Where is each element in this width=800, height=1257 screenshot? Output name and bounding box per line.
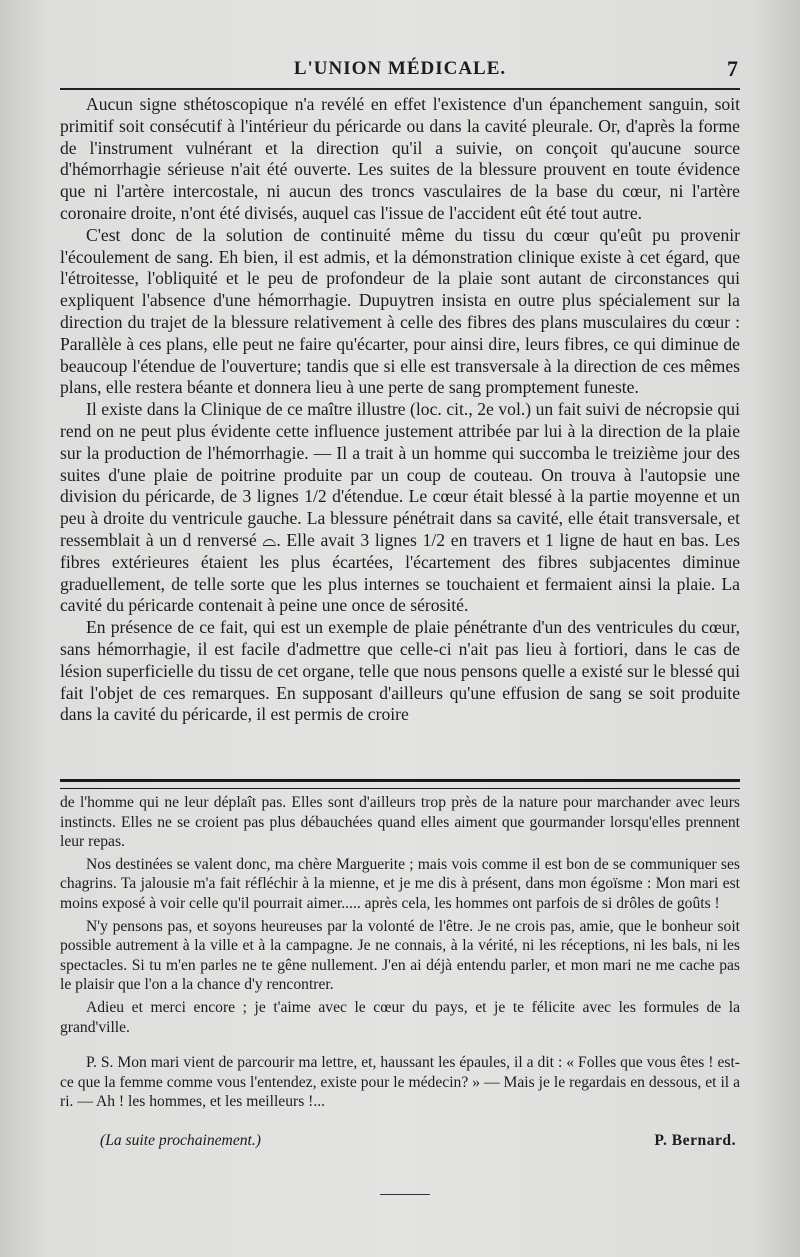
page-header [60,56,740,84]
feuilleton-footer [60,1132,740,1152]
to-be-continued: (La suite prochainement.) [100,1132,261,1149]
article-paragraph: Il existe dans la Clinique de ce maître illustre (loc. cit., 2e vol.) un fait suivi de nécropsie qui rend on ne peut plus évidente cette influence justement attribée par lui à la direction de la plaie sur la production de l'hémorrhagie. — Il a trait à un homme qui succomba le treizième jour des suites d'une plaie de poitrine produite par un coup de couteau. On trouva à l'autopsie une division du péricarde, de 3 lignes 1/2 d'étendue. Le cœur était blessé à la partie moyenne et un peu à droite du ventricule gauche. La blessure pénétrait dans sa cavité, elle était transversale, et ressemblait à un d renversé ⌓. Elle avait 3 lignes 1/2 en travers et 1 ligne de haut en bas. Les fibres extérieures étaient les plus écartées, l'écartement des fibres subjacentes diminue graduellement, de telle sorte que les plus internes se touchaient et fermaient ainsi la plaie. La cavité du péricarde contenait à peine une once de sérosité. [60,399,740,616]
feuilleton-paragraph: N'y pensons pas, et soyons heureuses par la volonté de l'être. Je ne crois pas, amie, que le bonheur soit possible autrement à la ville et à la campagne. Je ne connais, à la vérité, ni les réceptions, ni les bals, ni les spectacles. Si tu m'en parles ne te gêne nullement. J'en ai déjà entendu parler, et mon mari ne me cache pas le plaisir que l'on a la chance d'y rencontrer. [60,917,740,994]
page-number: 7 [727,56,738,81]
article-body [60,94,740,726]
feuilleton-body [60,793,740,1115]
author-signature: P. Bernard. [654,1132,736,1149]
article-paragraph: Aucun signe sthétoscopique n'a revélé en effet l'existence d'un épanchement sanguin, soit primitif soit consécutif à l'intérieur du péricarde ou dans la cavité pleurale. Or, d'après la forme de l'instrument vulnérant et la direction qu'il a suivie, on conçoit qu'aucune source d'hémorrhagie sérieuse n'ait été ouverte. Les suites de la blessure prouvent en toute évidence que ni l'artère intercostale, ni aucun des troncs vasculaires de la base du cœur, ni l'artère coronaire droite, n'ont été divisés, auquel cas l'issue de l'accident eût été tout autre. [60,94,740,223]
header-rule [60,88,740,90]
feuilleton-paragraph: Nos destinées se valent donc, ma chère Marguerite ; mais vois comme il est bon de se communiquer ses chagrins. Ta jalousie m'a fait réfléchir à la mienne, et je me dis à présent, dans mon égoïsme : Mon mari est moins exposé à voir celle qu'il pourrait aimer..... après cela, les hommes ont parfois de si drôles de goûts ! [60,855,740,912]
article-paragraph: C'est donc de la solution de continuité même du tissu du cœur qu'eût pu provenir l'écoulement de sang. Eh bien, il est admis, et la démonstration clinique existe à cet égard, que l'étroitesse, l'obliquité et le peu de profondeur de la plaie sont autant de circonstances qui expliquent l'absence d'une hémorrhagie. Dupuytren insista en outre plus spécialement sur la direction du trajet de la blessure relativement à celle des fibres des plans musculaires du cœur : Parallèle à ces plans, elle peut ne faire qu'écarter, pour ainsi dire, leurs fibres, ce qui diminue de beaucoup l'étendue de l'ouverture; tandis que si elle est transversale à la direction de ces mêmes plans, elle restera béante et donnera lieu à une perte de sang promptement funeste. [60,224,740,398]
running-title: L'UNION MÉDICALE. [293,58,507,79]
feuilleton-separator [60,779,740,789]
feuilleton-paragraph: Adieu et merci encore ; je t'aime avec le cœur du pays, et je te félicite avec les formules de la grand'ville. [60,998,740,1036]
feuilleton-paragraph: de l'homme qui ne leur déplaît pas. Elles sont d'ailleurs trop près de la nature pour marchander avec leurs instincts. Elles ne se croient pas plus débauchées quand elles aiment que gourmander lorsqu'elles prennent leur repas. [60,794,740,851]
end-rule [380,1194,430,1195]
article-paragraph: En présence de ce fait, qui est un exemple de plaie pénétrante d'un des ventricules du cœur, sans hémorrhagie, il est facile d'admettre que celle-ci n'ait pas lieu à fortiori, dans le cas de lésion superficielle du tissu de cet organe, telle que nous pensons quelle a existé sur le blessé qui fait l'objet de ces remarques. En supposant d'ailleurs qu'une effusion de sang se soit produite dans la cavité du péricarde, il est permis de croire [60,617,740,725]
postscript-paragraph: P. S. Mon mari vient de parcourir ma lettre, et, haussant les épaules, il a dit : « Folles que vous êtes ! est-ce que la femme comme vous l'entendez, existe pour le médecin? » — Mais je le regardais en dessous, et il a ri. — Ah ! les hommes, et les meilleurs !... [60,1054,740,1111]
